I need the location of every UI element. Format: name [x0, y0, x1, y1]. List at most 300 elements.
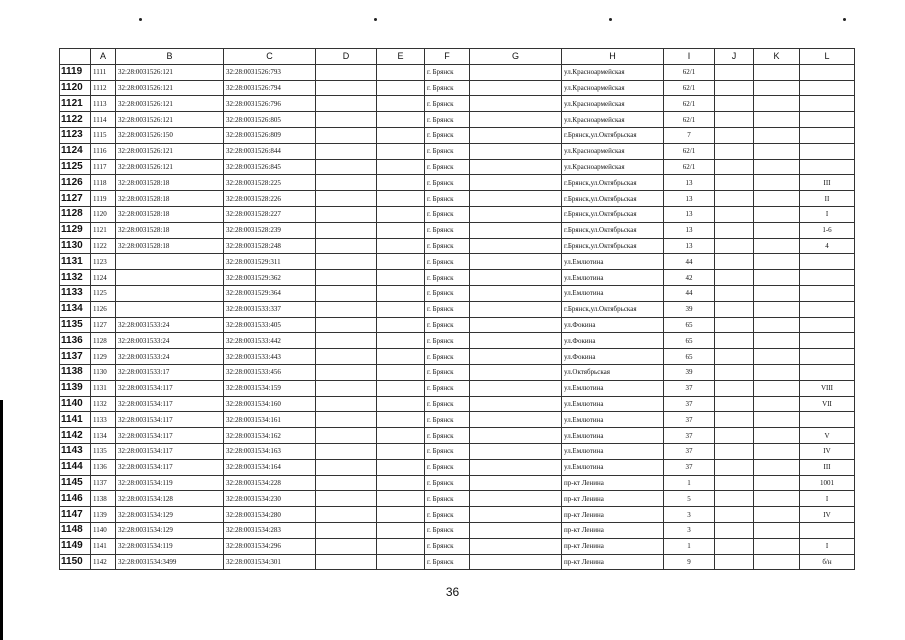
- cell-k[interactable]: [754, 317, 800, 333]
- cell-c[interactable]: 32:28:0031528:248: [224, 238, 316, 254]
- cell-j[interactable]: [715, 112, 754, 128]
- cell-b[interactable]: 32:28:0031526:150: [116, 127, 224, 143]
- cell-g[interactable]: [470, 333, 562, 349]
- cell-a[interactable]: 1132: [91, 396, 116, 412]
- cell-a[interactable]: 1135: [91, 443, 116, 459]
- corner-cell[interactable]: [60, 49, 91, 65]
- cell-k[interactable]: [754, 159, 800, 175]
- cell-g[interactable]: [470, 127, 562, 143]
- cell-e[interactable]: [377, 175, 425, 191]
- column-header-b[interactable]: B: [116, 49, 224, 65]
- cell-a[interactable]: 1125: [91, 285, 116, 301]
- cell-j[interactable]: [715, 538, 754, 554]
- cell-d[interactable]: [316, 459, 377, 475]
- cell-k[interactable]: [754, 143, 800, 159]
- cell-h[interactable]: г.Брянск,ул.Октябрьская: [562, 175, 664, 191]
- cell-l[interactable]: III: [800, 459, 855, 475]
- cell-i[interactable]: 13: [664, 238, 715, 254]
- cell-j[interactable]: [715, 175, 754, 191]
- cell-c[interactable]: 32:28:0031533:337: [224, 301, 316, 317]
- cell-g[interactable]: [470, 254, 562, 270]
- cell-f[interactable]: г. Брянск: [425, 522, 470, 538]
- cell-h[interactable]: ул.Красноармейская: [562, 80, 664, 96]
- cell-j[interactable]: [715, 191, 754, 207]
- cell-l[interactable]: VIII: [800, 380, 855, 396]
- cell-l[interactable]: [800, 364, 855, 380]
- cell-f[interactable]: г. Брянск: [425, 64, 470, 80]
- cell-h[interactable]: ул.Фокина: [562, 317, 664, 333]
- cell-j[interactable]: [715, 206, 754, 222]
- cell-a[interactable]: 1137: [91, 475, 116, 491]
- cell-e[interactable]: [377, 554, 425, 570]
- cell-j[interactable]: [715, 222, 754, 238]
- cell-e[interactable]: [377, 96, 425, 112]
- row-number[interactable]: 1139: [60, 380, 91, 396]
- cell-d[interactable]: [316, 191, 377, 207]
- cell-k[interactable]: [754, 191, 800, 207]
- cell-j[interactable]: [715, 491, 754, 507]
- cell-h[interactable]: пр-кт Ленина: [562, 554, 664, 570]
- cell-h[interactable]: ул.Емлютина: [562, 443, 664, 459]
- cell-g[interactable]: [470, 175, 562, 191]
- cell-a[interactable]: 1116: [91, 143, 116, 159]
- cell-a[interactable]: 1126: [91, 301, 116, 317]
- cell-h[interactable]: г.Брянск,ул.Октябрьская: [562, 191, 664, 207]
- cell-g[interactable]: [470, 285, 562, 301]
- row-number[interactable]: 1147: [60, 507, 91, 523]
- cell-f[interactable]: г. Брянск: [425, 364, 470, 380]
- cell-f[interactable]: г. Брянск: [425, 159, 470, 175]
- cell-e[interactable]: [377, 64, 425, 80]
- cell-f[interactable]: г. Брянск: [425, 475, 470, 491]
- cell-i[interactable]: 5: [664, 491, 715, 507]
- row-number[interactable]: 1134: [60, 301, 91, 317]
- cell-d[interactable]: [316, 222, 377, 238]
- cell-f[interactable]: г. Брянск: [425, 412, 470, 428]
- cell-k[interactable]: [754, 428, 800, 444]
- cell-c[interactable]: 32:28:0031528:227: [224, 206, 316, 222]
- cell-g[interactable]: [470, 507, 562, 523]
- cell-k[interactable]: [754, 554, 800, 570]
- cell-k[interactable]: [754, 254, 800, 270]
- cell-i[interactable]: 1: [664, 475, 715, 491]
- cell-i[interactable]: 9: [664, 554, 715, 570]
- cell-j[interactable]: [715, 507, 754, 523]
- cell-i[interactable]: 62/1: [664, 143, 715, 159]
- cell-b[interactable]: 32:28:0031528:18: [116, 191, 224, 207]
- row-number[interactable]: 1142: [60, 428, 91, 444]
- cell-j[interactable]: [715, 80, 754, 96]
- cell-l[interactable]: [800, 96, 855, 112]
- cell-c[interactable]: 32:28:0031534:301: [224, 554, 316, 570]
- cell-f[interactable]: г. Брянск: [425, 285, 470, 301]
- cell-e[interactable]: [377, 80, 425, 96]
- cell-j[interactable]: [715, 159, 754, 175]
- cell-a[interactable]: 1136: [91, 459, 116, 475]
- cell-d[interactable]: [316, 80, 377, 96]
- cell-a[interactable]: 1142: [91, 554, 116, 570]
- cell-f[interactable]: г. Брянск: [425, 380, 470, 396]
- cell-g[interactable]: [470, 396, 562, 412]
- cell-l[interactable]: [800, 270, 855, 286]
- cell-d[interactable]: [316, 238, 377, 254]
- cell-k[interactable]: [754, 507, 800, 523]
- cell-h[interactable]: г.Брянск,ул.Октябрьская: [562, 206, 664, 222]
- cell-l[interactable]: [800, 522, 855, 538]
- cell-i[interactable]: 62/1: [664, 80, 715, 96]
- cell-d[interactable]: [316, 349, 377, 365]
- column-header-c[interactable]: C: [224, 49, 316, 65]
- cell-f[interactable]: г. Брянск: [425, 317, 470, 333]
- cell-l[interactable]: I: [800, 491, 855, 507]
- cell-h[interactable]: ул.Фокина: [562, 333, 664, 349]
- cell-c[interactable]: 32:28:0031534:228: [224, 475, 316, 491]
- cell-a[interactable]: 1138: [91, 491, 116, 507]
- cell-e[interactable]: [377, 222, 425, 238]
- cell-b[interactable]: 32:28:0031534:119: [116, 475, 224, 491]
- cell-e[interactable]: [377, 507, 425, 523]
- cell-g[interactable]: [470, 80, 562, 96]
- cell-i[interactable]: 39: [664, 301, 715, 317]
- cell-c[interactable]: 32:28:0031526:794: [224, 80, 316, 96]
- cell-l[interactable]: [800, 254, 855, 270]
- cell-i[interactable]: 3: [664, 507, 715, 523]
- cell-k[interactable]: [754, 175, 800, 191]
- cell-d[interactable]: [316, 412, 377, 428]
- cell-k[interactable]: [754, 96, 800, 112]
- column-header-a[interactable]: A: [91, 49, 116, 65]
- row-number[interactable]: 1125: [60, 159, 91, 175]
- cell-k[interactable]: [754, 285, 800, 301]
- cell-l[interactable]: [800, 301, 855, 317]
- cell-l[interactable]: IV: [800, 507, 855, 523]
- cell-j[interactable]: [715, 285, 754, 301]
- cell-i[interactable]: 37: [664, 428, 715, 444]
- cell-e[interactable]: [377, 459, 425, 475]
- cell-b[interactable]: 32:28:0031528:18: [116, 238, 224, 254]
- cell-a[interactable]: 1118: [91, 175, 116, 191]
- cell-b[interactable]: 32:28:0031526:121: [116, 143, 224, 159]
- cell-i[interactable]: 62/1: [664, 159, 715, 175]
- cell-e[interactable]: [377, 349, 425, 365]
- cell-d[interactable]: [316, 285, 377, 301]
- cell-h[interactable]: ул.Емлютина: [562, 428, 664, 444]
- cell-f[interactable]: г. Брянск: [425, 428, 470, 444]
- column-header-g[interactable]: G: [470, 49, 562, 65]
- cell-b[interactable]: 32:28:0031533:17: [116, 364, 224, 380]
- cell-l[interactable]: 1001: [800, 475, 855, 491]
- cell-g[interactable]: [470, 428, 562, 444]
- cell-c[interactable]: 32:28:0031526:805: [224, 112, 316, 128]
- cell-j[interactable]: [715, 459, 754, 475]
- cell-c[interactable]: 32:28:0031534:280: [224, 507, 316, 523]
- row-number[interactable]: 1124: [60, 143, 91, 159]
- cell-i[interactable]: 62/1: [664, 112, 715, 128]
- cell-a[interactable]: 1112: [91, 80, 116, 96]
- cell-d[interactable]: [316, 538, 377, 554]
- cell-h[interactable]: ул.Емлютина: [562, 396, 664, 412]
- row-number[interactable]: 1121: [60, 96, 91, 112]
- cell-c[interactable]: 32:28:0031528:239: [224, 222, 316, 238]
- cell-h[interactable]: ул.Емлютина: [562, 412, 664, 428]
- cell-i[interactable]: 44: [664, 285, 715, 301]
- cell-f[interactable]: г. Брянск: [425, 554, 470, 570]
- cell-k[interactable]: [754, 412, 800, 428]
- cell-f[interactable]: г. Брянск: [425, 238, 470, 254]
- row-number[interactable]: 1122: [60, 112, 91, 128]
- cell-k[interactable]: [754, 364, 800, 380]
- cell-c[interactable]: 32:28:0031534:163: [224, 443, 316, 459]
- cell-a[interactable]: 1121: [91, 222, 116, 238]
- cell-i[interactable]: 13: [664, 191, 715, 207]
- cell-b[interactable]: 32:28:0031534:117: [116, 428, 224, 444]
- cell-f[interactable]: г. Брянск: [425, 459, 470, 475]
- cell-i[interactable]: 65: [664, 317, 715, 333]
- cell-f[interactable]: г. Брянск: [425, 333, 470, 349]
- row-number[interactable]: 1141: [60, 412, 91, 428]
- cell-c[interactable]: 32:28:0031534:283: [224, 522, 316, 538]
- column-header-k[interactable]: K: [754, 49, 800, 65]
- cell-i[interactable]: 44: [664, 254, 715, 270]
- row-number[interactable]: 1127: [60, 191, 91, 207]
- cell-j[interactable]: [715, 522, 754, 538]
- cell-l[interactable]: [800, 64, 855, 80]
- cell-b[interactable]: 32:28:0031534:119: [116, 538, 224, 554]
- column-header-l[interactable]: L: [800, 49, 855, 65]
- cell-c[interactable]: 32:28:0031533:442: [224, 333, 316, 349]
- cell-k[interactable]: [754, 538, 800, 554]
- column-header-d[interactable]: D: [316, 49, 377, 65]
- cell-g[interactable]: [470, 459, 562, 475]
- cell-d[interactable]: [316, 475, 377, 491]
- cell-k[interactable]: [754, 333, 800, 349]
- row-number[interactable]: 1146: [60, 491, 91, 507]
- cell-l[interactable]: [800, 143, 855, 159]
- column-header-i[interactable]: I: [664, 49, 715, 65]
- cell-b[interactable]: 32:28:0031528:18: [116, 206, 224, 222]
- cell-a[interactable]: 1122: [91, 238, 116, 254]
- cell-f[interactable]: г. Брянск: [425, 206, 470, 222]
- cell-l[interactable]: б/н: [800, 554, 855, 570]
- cell-d[interactable]: [316, 159, 377, 175]
- cell-b[interactable]: [116, 301, 224, 317]
- cell-c[interactable]: 32:28:0031528:225: [224, 175, 316, 191]
- cell-j[interactable]: [715, 475, 754, 491]
- cell-h[interactable]: пр-кт Ленина: [562, 507, 664, 523]
- cell-c[interactable]: 32:28:0031528:226: [224, 191, 316, 207]
- row-number[interactable]: 1136: [60, 333, 91, 349]
- cell-g[interactable]: [470, 143, 562, 159]
- cell-g[interactable]: [470, 443, 562, 459]
- cell-b[interactable]: 32:28:0031534:117: [116, 443, 224, 459]
- cell-c[interactable]: 32:28:0031533:456: [224, 364, 316, 380]
- cell-d[interactable]: [316, 270, 377, 286]
- cell-h[interactable]: ул.Красноармейская: [562, 159, 664, 175]
- column-header-e[interactable]: E: [377, 49, 425, 65]
- cell-g[interactable]: [470, 301, 562, 317]
- cell-k[interactable]: [754, 380, 800, 396]
- cell-g[interactable]: [470, 538, 562, 554]
- cell-b[interactable]: 32:28:0031528:18: [116, 222, 224, 238]
- cell-g[interactable]: [470, 64, 562, 80]
- cell-l[interactable]: [800, 80, 855, 96]
- column-header-h[interactable]: H: [562, 49, 664, 65]
- row-number[interactable]: 1135: [60, 317, 91, 333]
- row-number[interactable]: 1130: [60, 238, 91, 254]
- cell-c[interactable]: 32:28:0031526:844: [224, 143, 316, 159]
- cell-a[interactable]: 1119: [91, 191, 116, 207]
- cell-h[interactable]: г.Брянск,ул.Октябрьская: [562, 238, 664, 254]
- row-number[interactable]: 1133: [60, 285, 91, 301]
- cell-c[interactable]: 32:28:0031526:796: [224, 96, 316, 112]
- cell-e[interactable]: [377, 238, 425, 254]
- cell-j[interactable]: [715, 349, 754, 365]
- cell-g[interactable]: [470, 349, 562, 365]
- cell-a[interactable]: 1127: [91, 317, 116, 333]
- column-header-f[interactable]: F: [425, 49, 470, 65]
- cell-j[interactable]: [715, 554, 754, 570]
- cell-l[interactable]: [800, 285, 855, 301]
- cell-k[interactable]: [754, 270, 800, 286]
- cell-a[interactable]: 1141: [91, 538, 116, 554]
- cell-k[interactable]: [754, 64, 800, 80]
- cell-f[interactable]: г. Брянск: [425, 96, 470, 112]
- cell-f[interactable]: г. Брянск: [425, 301, 470, 317]
- cell-f[interactable]: г. Брянск: [425, 443, 470, 459]
- cell-a[interactable]: 1134: [91, 428, 116, 444]
- row-number[interactable]: 1126: [60, 175, 91, 191]
- cell-b[interactable]: 32:28:0031526:121: [116, 80, 224, 96]
- cell-i[interactable]: 65: [664, 349, 715, 365]
- cell-c[interactable]: 32:28:0031534:159: [224, 380, 316, 396]
- cell-g[interactable]: [470, 412, 562, 428]
- cell-a[interactable]: 1117: [91, 159, 116, 175]
- cell-c[interactable]: 32:28:0031529:364: [224, 285, 316, 301]
- cell-b[interactable]: 32:28:0031528:18: [116, 175, 224, 191]
- cell-g[interactable]: [470, 270, 562, 286]
- cell-l[interactable]: III: [800, 175, 855, 191]
- cell-g[interactable]: [470, 112, 562, 128]
- cell-a[interactable]: 1113: [91, 96, 116, 112]
- cell-c[interactable]: 32:28:0031529:362: [224, 270, 316, 286]
- cell-b[interactable]: 32:28:0031526:121: [116, 159, 224, 175]
- cell-l[interactable]: [800, 333, 855, 349]
- cell-e[interactable]: [377, 428, 425, 444]
- cell-j[interactable]: [715, 64, 754, 80]
- cell-k[interactable]: [754, 301, 800, 317]
- cell-l[interactable]: [800, 349, 855, 365]
- cell-l[interactable]: I: [800, 206, 855, 222]
- cell-d[interactable]: [316, 491, 377, 507]
- cell-j[interactable]: [715, 396, 754, 412]
- cell-b[interactable]: 32:28:0031526:121: [116, 96, 224, 112]
- cell-g[interactable]: [470, 380, 562, 396]
- cell-k[interactable]: [754, 443, 800, 459]
- cell-j[interactable]: [715, 238, 754, 254]
- cell-e[interactable]: [377, 127, 425, 143]
- cell-h[interactable]: ул.Емлютина: [562, 285, 664, 301]
- cell-h[interactable]: ул.Емлютина: [562, 459, 664, 475]
- cell-i[interactable]: 7: [664, 127, 715, 143]
- cell-f[interactable]: г. Брянск: [425, 222, 470, 238]
- cell-i[interactable]: 37: [664, 396, 715, 412]
- cell-d[interactable]: [316, 554, 377, 570]
- cell-c[interactable]: 32:28:0031529:311: [224, 254, 316, 270]
- cell-b[interactable]: 32:28:0031534:117: [116, 396, 224, 412]
- cell-j[interactable]: [715, 301, 754, 317]
- cell-g[interactable]: [470, 206, 562, 222]
- cell-j[interactable]: [715, 270, 754, 286]
- cell-j[interactable]: [715, 143, 754, 159]
- cell-e[interactable]: [377, 491, 425, 507]
- cell-l[interactable]: [800, 159, 855, 175]
- row-number[interactable]: 1149: [60, 538, 91, 554]
- cell-h[interactable]: ул.Красноармейская: [562, 112, 664, 128]
- cell-g[interactable]: [470, 475, 562, 491]
- cell-f[interactable]: г. Брянск: [425, 112, 470, 128]
- cell-k[interactable]: [754, 475, 800, 491]
- cell-e[interactable]: [377, 143, 425, 159]
- cell-e[interactable]: [377, 159, 425, 175]
- row-number[interactable]: 1144: [60, 459, 91, 475]
- row-number[interactable]: 1131: [60, 254, 91, 270]
- cell-e[interactable]: [377, 270, 425, 286]
- cell-d[interactable]: [316, 112, 377, 128]
- cell-g[interactable]: [470, 159, 562, 175]
- cell-j[interactable]: [715, 428, 754, 444]
- cell-f[interactable]: г. Брянск: [425, 254, 470, 270]
- cell-d[interactable]: [316, 206, 377, 222]
- row-number[interactable]: 1145: [60, 475, 91, 491]
- cell-h[interactable]: г.Брянск,ул.Октябрьская: [562, 222, 664, 238]
- cell-l[interactable]: IV: [800, 443, 855, 459]
- cell-l[interactable]: [800, 412, 855, 428]
- cell-f[interactable]: г. Брянск: [425, 143, 470, 159]
- cell-f[interactable]: г. Брянск: [425, 507, 470, 523]
- cell-d[interactable]: [316, 175, 377, 191]
- cell-c[interactable]: 32:28:0031533:405: [224, 317, 316, 333]
- cell-a[interactable]: 1124: [91, 270, 116, 286]
- cell-i[interactable]: 1: [664, 538, 715, 554]
- cell-i[interactable]: 37: [664, 380, 715, 396]
- cell-g[interactable]: [470, 491, 562, 507]
- cell-c[interactable]: 32:28:0031534:160: [224, 396, 316, 412]
- cell-b[interactable]: [116, 285, 224, 301]
- cell-e[interactable]: [377, 475, 425, 491]
- cell-j[interactable]: [715, 380, 754, 396]
- row-number[interactable]: 1150: [60, 554, 91, 570]
- cell-k[interactable]: [754, 491, 800, 507]
- cell-b[interactable]: 32:28:0031526:121: [116, 112, 224, 128]
- cell-a[interactable]: 1133: [91, 412, 116, 428]
- cell-d[interactable]: [316, 364, 377, 380]
- cell-d[interactable]: [316, 254, 377, 270]
- cell-l[interactable]: 4: [800, 238, 855, 254]
- cell-d[interactable]: [316, 317, 377, 333]
- cell-i[interactable]: 37: [664, 459, 715, 475]
- row-number[interactable]: 1148: [60, 522, 91, 538]
- cell-k[interactable]: [754, 238, 800, 254]
- cell-d[interactable]: [316, 522, 377, 538]
- cell-c[interactable]: 32:28:0031526:793: [224, 64, 316, 80]
- cell-l[interactable]: [800, 112, 855, 128]
- cell-d[interactable]: [316, 333, 377, 349]
- cell-d[interactable]: [316, 507, 377, 523]
- cell-i[interactable]: 37: [664, 412, 715, 428]
- cell-f[interactable]: г. Брянск: [425, 270, 470, 286]
- cell-b[interactable]: 32:28:0031534:128: [116, 491, 224, 507]
- row-number[interactable]: 1119: [60, 64, 91, 80]
